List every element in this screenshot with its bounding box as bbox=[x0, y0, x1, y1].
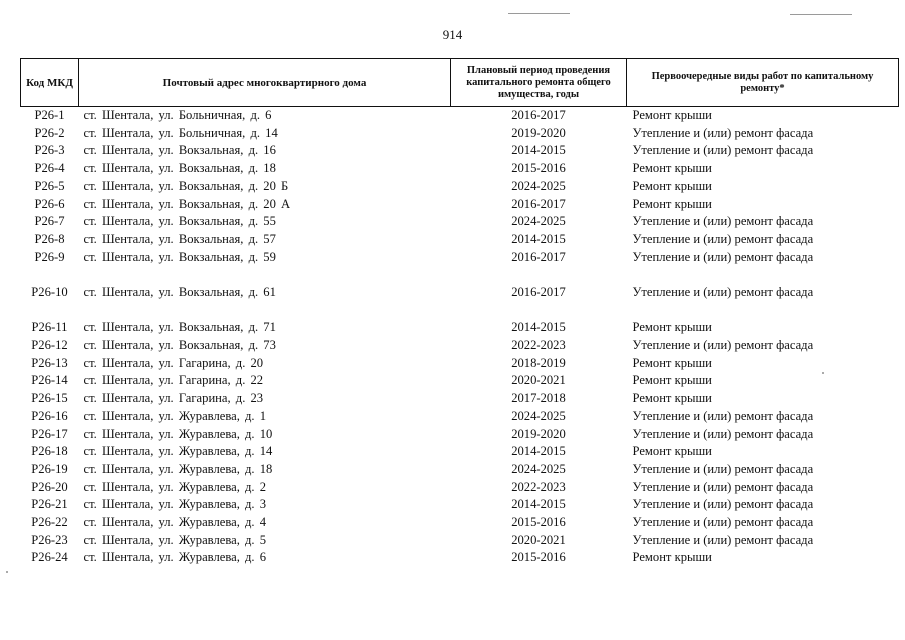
table-row bbox=[21, 178, 899, 196]
cell-code: Р26-1 bbox=[34, 108, 65, 122]
cell-address: ст. Шентала, ул. Вокзальная, д. 18 bbox=[83, 161, 276, 176]
table-row bbox=[21, 372, 899, 390]
cell-period: 2020-2021 bbox=[511, 373, 566, 388]
cell-work-type: Утепление и (или) ремонт фасада bbox=[632, 532, 814, 547]
cell-period: 2016-2017 bbox=[511, 284, 566, 299]
cell-work-type: Утепление и (или) ремонт фасада bbox=[632, 214, 814, 229]
cell-work-type: Утепление и (или) ремонт фасада bbox=[632, 515, 814, 530]
table-row bbox=[21, 249, 899, 267]
header-address: Почтовый адрес многоквартирного дома bbox=[79, 59, 451, 107]
table-row bbox=[21, 443, 899, 461]
cell-address: ст. Шентала, ул. Больничная, д. 14 bbox=[83, 125, 278, 140]
cell-work-type: Ремонт крыши bbox=[632, 355, 712, 370]
cell-address: ст. Шентала, ул. Журавлева, д. 1 bbox=[83, 408, 267, 423]
cell-code: Р26-10 bbox=[31, 284, 68, 299]
cell-period: 2024-2025 bbox=[511, 461, 566, 476]
table-body bbox=[21, 107, 899, 568]
cell-address: ст. Шентала, ул. Вокзальная, д. 73 bbox=[83, 338, 276, 353]
cell-period: 2019-2020 bbox=[511, 426, 566, 441]
scan-dot bbox=[6, 571, 8, 573]
cell-work-type: Ремонт крыши bbox=[632, 161, 712, 176]
table-row bbox=[21, 549, 899, 567]
cell-address: ст. Шентала, ул. Вокзальная, д. 59 bbox=[83, 249, 276, 264]
cell-period: 2014-2015 bbox=[511, 444, 566, 459]
cell-work-type: Ремонт крыши bbox=[632, 196, 712, 211]
cell-code: Р26-2 bbox=[34, 125, 65, 140]
cell-address: ст. Шентала, ул. Журавлева, д. 6 bbox=[83, 550, 267, 565]
page-number: 914 bbox=[442, 27, 463, 42]
cell-work-type: Ремонт крыши bbox=[632, 391, 712, 406]
cell-work-type: Утепление и (или) ремонт фасада bbox=[632, 497, 814, 512]
cell-address: ст. Шентала, ул. Журавлева, д. 3 bbox=[83, 497, 267, 512]
cell-period: 2016-2017 bbox=[511, 108, 566, 122]
cell-period: 2024-2025 bbox=[511, 408, 566, 423]
cell-period: 2016-2017 bbox=[511, 196, 566, 211]
cell-code: Р26-12 bbox=[31, 338, 68, 353]
cell-work-type: Утепление и (или) ремонт фасада bbox=[632, 249, 814, 264]
cell-address: ст. Шентала, ул. Журавлева, д. 5 bbox=[83, 532, 267, 547]
cell-address: ст. Шентала, ул. Журавлева, д. 4 bbox=[83, 515, 267, 530]
cell-work-type: Утепление и (или) ремонт фасада bbox=[632, 338, 814, 353]
cell-address: ст. Шентала, ул. Вокзальная, д. 55 bbox=[83, 214, 276, 229]
cell-work-type: Ремонт крыши bbox=[632, 320, 712, 335]
table-row bbox=[21, 196, 899, 214]
cell-period: 2015-2016 bbox=[511, 515, 566, 530]
cell-code: Р26-8 bbox=[34, 231, 65, 246]
cell-period: 2014-2015 bbox=[511, 497, 566, 512]
cell-code: Р26-13 bbox=[31, 355, 68, 370]
table-row bbox=[21, 532, 899, 550]
cell-work-type: Утепление и (или) ремонт фасада bbox=[632, 479, 814, 494]
cell-address: ст. Шентала, ул. Гагарина, д. 20 bbox=[83, 355, 264, 370]
cell-work-type: Утепление и (или) ремонт фасада bbox=[632, 143, 814, 158]
cell-period: 2017-2018 bbox=[511, 391, 566, 406]
cell-period: 2016-2017 bbox=[511, 249, 566, 264]
cell-address: ст. Шентала, ул. Журавлева, д. 18 bbox=[83, 461, 273, 476]
cell-address: ст. Шентала, ул. Журавлева, д. 10 bbox=[83, 426, 273, 441]
cell-code: Р26-15 bbox=[31, 391, 68, 406]
cell-work-type: Ремонт крыши bbox=[632, 373, 712, 388]
scan-mark bbox=[508, 13, 570, 14]
cell-code: Р26-16 bbox=[31, 408, 68, 423]
table-row bbox=[21, 496, 899, 514]
table-row bbox=[21, 479, 899, 497]
cell-period: 2015-2016 bbox=[511, 161, 566, 176]
cell-code: Р26-14 bbox=[31, 373, 68, 388]
cell-work-type: Ремонт крыши bbox=[632, 444, 712, 459]
cell-address: ст. Шентала, ул. Вокзальная, д. 61 bbox=[83, 284, 276, 299]
cell-period: 2024-2025 bbox=[511, 214, 566, 229]
cell-period: 2018-2019 bbox=[511, 355, 566, 370]
cell-address: ст. Шентала, ул. Гагарина, д. 22 bbox=[83, 373, 264, 388]
cell-address: ст. Шентала, ул. Вокзальная, д. 16 bbox=[83, 143, 276, 158]
cell-address: ст. Шентала, ул. Гагарина, д. 23 bbox=[83, 391, 264, 406]
table-row bbox=[21, 266, 899, 319]
table-row bbox=[21, 107, 899, 125]
cell-work-type: Утепление и (или) ремонт фасада bbox=[632, 284, 814, 299]
cell-work-type: Утепление и (или) ремонт фасада bbox=[632, 125, 814, 140]
cell-period: 2024-2025 bbox=[511, 178, 566, 193]
cell-code: Р26-7 bbox=[34, 214, 65, 229]
cell-work-type: Утепление и (или) ремонт фасада bbox=[632, 461, 814, 476]
cell-code: Р26-24 bbox=[31, 550, 68, 565]
table-row bbox=[21, 231, 899, 249]
cell-code: Р26-5 bbox=[34, 178, 65, 193]
cell-period: 2022-2023 bbox=[511, 338, 566, 353]
cell-code: Р26-21 bbox=[31, 497, 68, 512]
cell-period: 2014-2015 bbox=[511, 320, 566, 335]
table-header bbox=[21, 59, 899, 107]
cell-address: ст. Шентала, ул. Вокзальная, д. 57 bbox=[83, 231, 276, 246]
cell-work-type: Ремонт крыши bbox=[632, 178, 712, 193]
table-row bbox=[21, 408, 899, 426]
cell-address: ст. Шентала, ул. Вокзальная, д. 71 bbox=[83, 320, 276, 335]
cell-period: 2020-2021 bbox=[511, 532, 566, 547]
table-row bbox=[21, 142, 899, 160]
table-row bbox=[21, 213, 899, 231]
table-row bbox=[21, 319, 899, 337]
cell-period: 2019-2020 bbox=[511, 125, 566, 140]
cell-code: Р26-11 bbox=[31, 320, 68, 335]
table-row bbox=[21, 514, 899, 532]
cell-period: 2015-2016 bbox=[511, 550, 566, 565]
cell-work-type: Утепление и (или) ремонт фасада bbox=[632, 426, 814, 441]
cell-address: ст. Шентала, ул. Журавлева, д. 2 bbox=[83, 479, 267, 494]
cell-address: ст. Шентала, ул. Вокзальная, д. 20 А bbox=[83, 196, 291, 211]
cell-code: Р26-6 bbox=[34, 196, 65, 211]
table-row bbox=[21, 461, 899, 479]
cell-period: 2014-2015 bbox=[511, 143, 566, 158]
table-row bbox=[21, 390, 899, 408]
cell-code: Р26-22 bbox=[31, 515, 68, 530]
cell-period: 2022-2023 bbox=[511, 479, 566, 494]
cell-period: 2014-2015 bbox=[511, 231, 566, 246]
cell-work-type: Утепление и (или) ремонт фасада bbox=[632, 231, 814, 246]
header-period: Плановый период проведения капитального ремонта общего имущества, годы bbox=[451, 59, 627, 107]
cell-work-type: Ремонт крыши bbox=[632, 550, 712, 565]
table-row bbox=[21, 426, 899, 444]
cell-address: ст. Шентала, ул. Больничная, д. 6 bbox=[83, 108, 272, 122]
cell-code: Р26-18 bbox=[31, 444, 68, 459]
table-row bbox=[21, 337, 899, 355]
header-work-type: Первоочередные виды работ по капитальному ремонту* bbox=[627, 59, 899, 107]
table-row bbox=[21, 125, 899, 143]
cell-code: Р26-4 bbox=[34, 161, 65, 176]
cell-address: ст. Шентала, ул. Вокзальная, д. 20 Б bbox=[83, 178, 289, 193]
table-row bbox=[21, 355, 899, 373]
repair-schedule-table bbox=[20, 58, 899, 567]
cell-work-type: Ремонт крыши bbox=[632, 108, 712, 122]
cell-code: Р26-9 bbox=[34, 249, 65, 264]
cell-code: Р26-3 bbox=[34, 143, 65, 158]
cell-code: Р26-20 bbox=[31, 479, 68, 494]
cell-code: Р26-23 bbox=[31, 532, 68, 547]
cell-address: ст. Шентала, ул. Журавлева, д. 14 bbox=[83, 444, 273, 459]
cell-work-type: Утепление и (или) ремонт фасада bbox=[632, 408, 814, 423]
scan-mark bbox=[790, 14, 852, 15]
table-row bbox=[21, 160, 899, 178]
cell-code: Р26-19 bbox=[31, 461, 68, 476]
cell-code: Р26-17 bbox=[31, 426, 68, 441]
header-code: Код МКД bbox=[21, 59, 79, 107]
